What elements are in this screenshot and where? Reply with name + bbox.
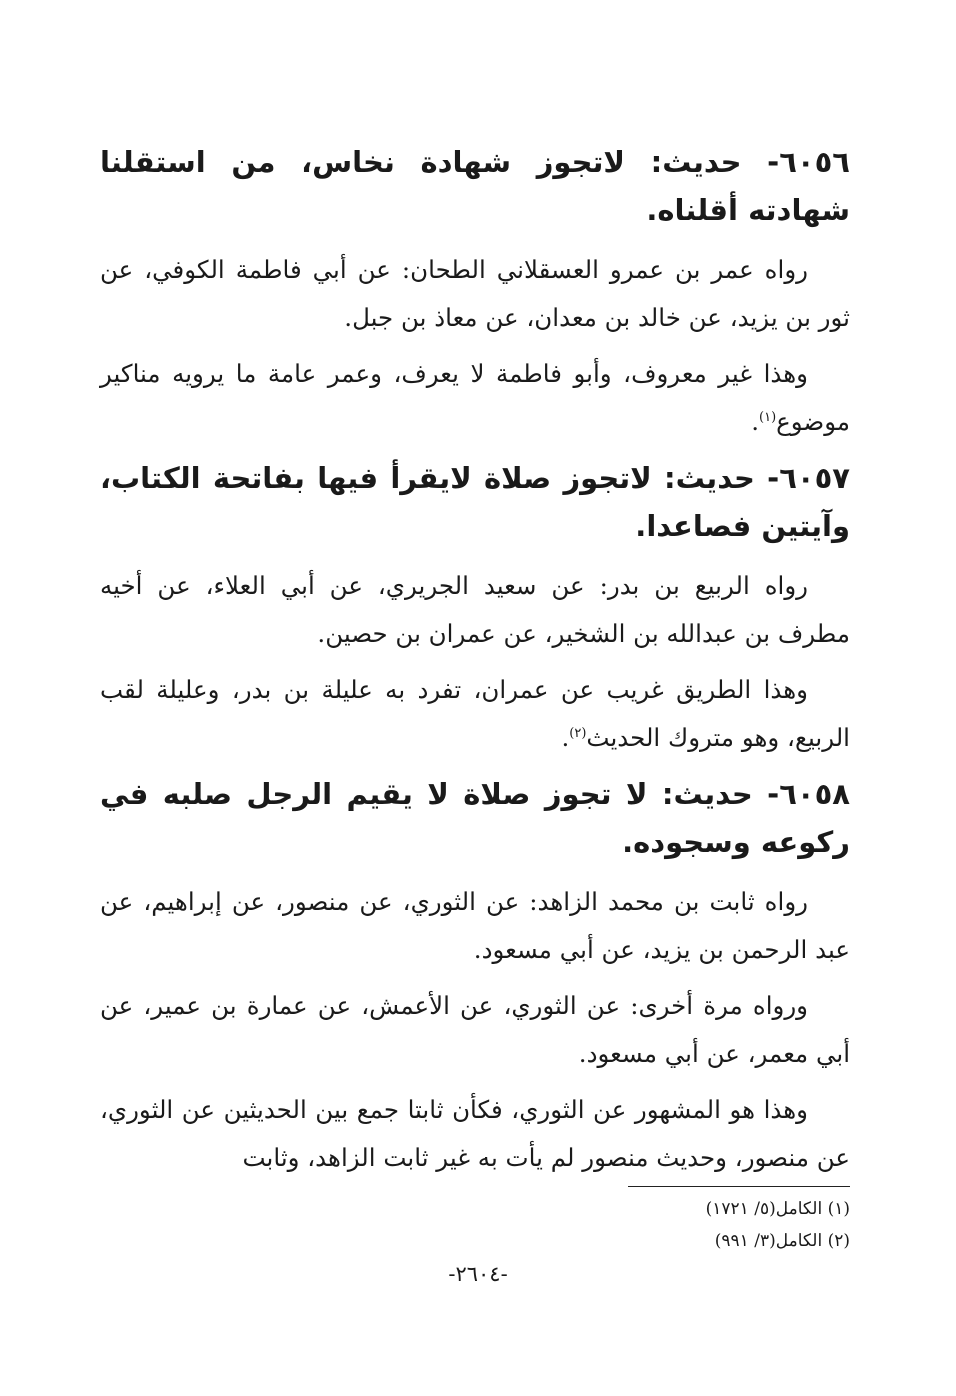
verdict-paragraph: وهذا غير معروف، وأبو فاطمة لا يعرف، وعمر عامة ما يرويه مناكير موضوع$^{(١)}$. (100, 359, 850, 436)
narration-paragraph: رواه الربيع بن بدر: عن سعيد الجريري، عن أبي العلاء، عن أخيه مطرف بن عبدالله بن الشخير، عن عمران بن حصين. (100, 571, 850, 648)
hadith-heading: ٦٠٥٦- حديث: لاتجوز شهادة نخاس، من استقلنا شهادته أقلناه. (100, 145, 850, 227)
hadith-heading: ٦٠٥٧- حديث: لاتجوز صلاة لايقرأ فيها بفاتحة الكتاب، وآيتين فصاعدا. (100, 461, 850, 543)
narration-paragraph: رواه ثابت بن محمد الزاهد: عن الثوري، عن منصور، عن إبراهيم، عن عبد الرحمن بن يزيد، عن أبي مسعود. (100, 887, 850, 964)
footnote: (١) الكامل(٥/ ١٧٢١) (705, 1199, 850, 1219)
hadith-entry (100, 770, 850, 1182)
footnotes (100, 1193, 850, 1257)
hadith-entry (100, 454, 850, 762)
footnote-marker: (١) (759, 409, 777, 425)
footnote-divider (628, 1186, 850, 1187)
narration-paragraph: رواه عمر بن عمرو العسقلاني الطحان: عن أبي فاطمة الكوفي، عن ثور بن يزيد، عن خالد بن معدان، عن معاذ بن جبل. (100, 255, 850, 332)
page-content (100, 138, 850, 1257)
hadith-heading: ٦٠٥٨- حديث: لا تجوز صلاة لا يقيم الرجل صلبه في ركوعه وسجوده. (100, 777, 850, 859)
narration-paragraph: ورواه مرة أخرى: عن الثوري، عن الأعمش، عن عمارة بن عمير، عن أبي معمر، عن أبي مسعود. (100, 991, 850, 1068)
verdict-paragraph: وهذا هو المشهور عن الثوري، فكأن ثابتا جمع بين الحديثين عن الثوري، عن منصور، وحديث منصور لم يأت به غير ثابت الزاهد، وثابت (100, 1095, 850, 1172)
footnote-marker: (٢) (569, 725, 587, 741)
verdict-text: وهذا غير معروف، وأبو فاطمة لا يعرف، وعمر عامة ما يرويه مناكير موضوع (100, 359, 850, 436)
verdict-paragraph: وهذا الطريق غريب عن عمران، تفرد به عليلة بن بدر، وعليلة لقب الربيع، وهو متروك الحديث$^{(٢)}$. (100, 675, 850, 752)
footnote: (٢) الكامل(٣/ ٩٩١) (714, 1231, 850, 1251)
hadith-entry (100, 138, 850, 446)
verdict-text: وهذا الطريق غريب عن عمران، تفرد به عليلة بن بدر، وعليلة لقب الربيع، وهو متروك الحديث (100, 675, 850, 752)
page-number: -٢٦٠٤- (448, 1262, 508, 1286)
